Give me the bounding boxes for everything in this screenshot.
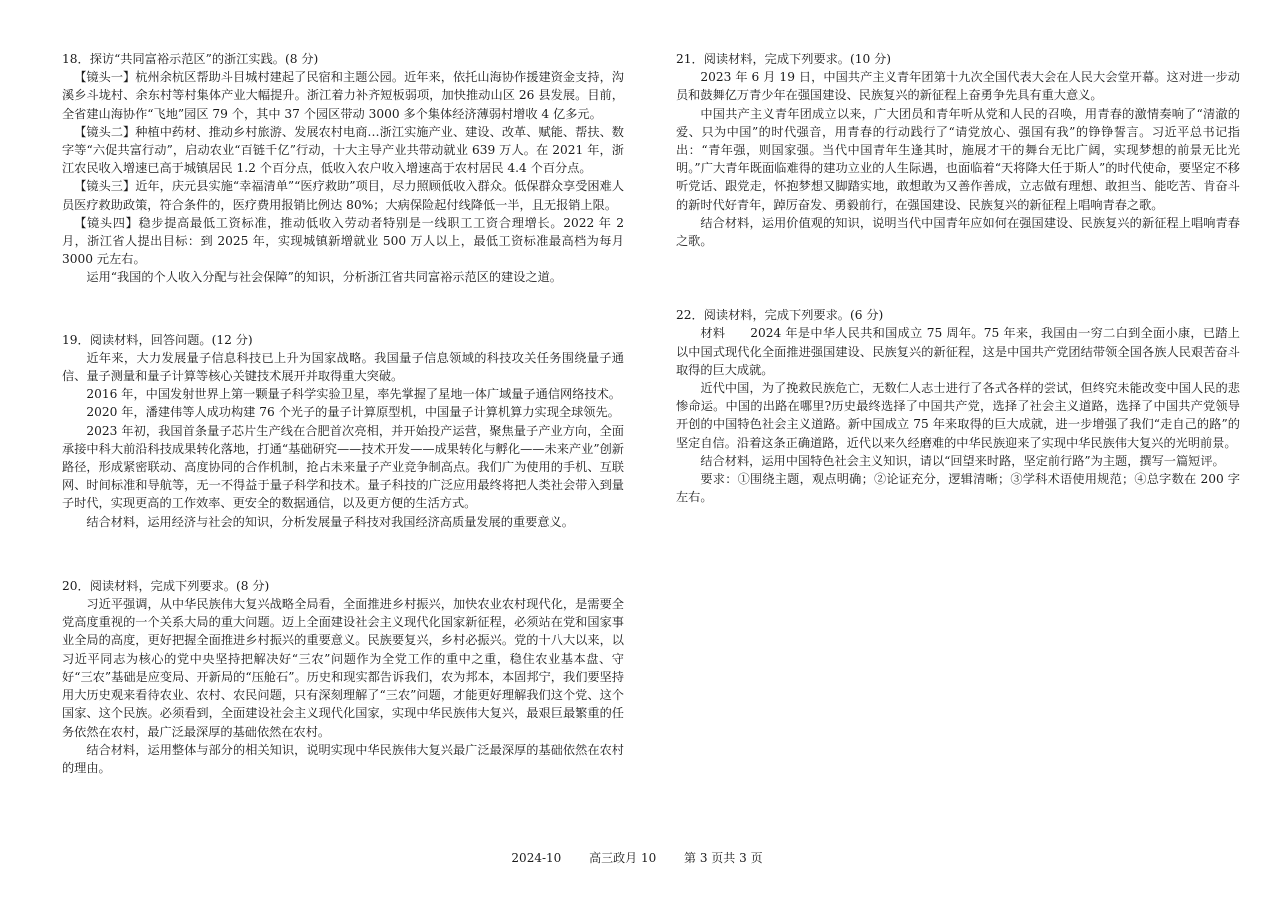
question-22-task: 结合材料，运用中国特色社会主义知识，请以“回望来时路，坚定前行路”为主题，撰写一篇短评。 [700, 453, 1225, 468]
question-19 [62, 331, 624, 531]
question-21-paragraph-1: 2023 年 6 月 19 日，中国共产主义青年团第十九次全国代表大会在人民大会堂开幕。这对进一步动员和鼓舞亿万青少年在强国建设、民族复兴的新征程上奋勇争先具有重大意义。 [676, 70, 1240, 103]
question-22-title: 22．阅读材料，完成下列要求。(6 分) [676, 308, 884, 323]
question-19-paragraph-4: 2023 年初，我国首条量子芯片生产线在合肥首次亮相，并开始投产运营，聚焦量子产业方向，全面承接中科大前沿科技成果转化落地，打通“基础研究——技术开发——成果转化与孵化——未来产业”创新路径，形成紧密联动、高度协同的合作机制，抢占未来量子产业竞争制高点。我们广为使用的手机、互联网、时间标准和导航等，无一不得益于量子科学和技术。量子科技的广泛应用最终将把人类社会带入到量子时代，实现更高的工作效率、更安全的数据通信，以及更方便的生活方式。 [62, 423, 624, 511]
question-18-shot-1: 【镜头一】杭州余杭区帮助斗目城村建起了民宿和主题公园。近年来，依托山海协作援建资金支持，沟溪乡斗垅村、余东村等村集体产业大幅提升。浙江着力补齐短板弱项，加快推动山区 26 县发展。目前，全省建山海协作“飞地”园区 79 个，其中 37 个园区带动 3000 多个集体经济薄弱村增收 4 亿多元。 [62, 70, 624, 121]
footer-page-number: 第 3 页共 3 页 [684, 851, 763, 865]
question-19-paragraph-1: 近年来，大力发展量子信息科技已上升为国家战略。我国量子信息领域的科技攻关任务围绕量子通信、量子测量和量子计算等核心关键技术展开并取得重大突破。 [62, 350, 624, 384]
footer-date: 2024-10 [511, 851, 562, 865]
question-18-shot-4: 【镜头四】稳步提高最低工资标准，推动低收入劳动者特别是一线职工工资合理增长。2022 年 2 月，浙江省人提出目标：到 2025 年，实现城镇新增就业 500 万人以上，最低工资标准最高档为每月 3000 元左右。 [62, 215, 624, 267]
question-21-paragraph-2: 中国共产主义青年团成立以来，广大团员和青年听从党和人民的召唤，用青春的激情奏响了“清澈的爱、只为中国”的时代强音，用青春的行动践行了“请党放心、强国有我”的铮铮誓言。习近平总书记指出：“青年强，则国家强。当代中国青年生逢其时，施展才干的舞台无比广阔，实现梦想的前景无比光明。”广大青年既面临难得的建功立业的人生际遇，也面临着“天将降大任于斯人”的时代使命，要坚定不移听党话、跟党走，怀抱梦想又脚踏实地，敢想敢为又善作善成，立志做有理想、敢担当、能吃苦、肯奋斗的新时代好青年，踔厉奋发、勇毅前行，在强国建设、民族复兴的新征程上唱响青春之歌。 [676, 106, 1240, 212]
question-19-paragraph-3: 2020 年，潘建伟等人成功构建 76 个光子的量子计算原型机，中国量子计算机算力实现全球领先。 [86, 405, 620, 420]
left-column [62, 50, 624, 777]
question-21 [676, 50, 1240, 250]
question-18-task: 运用“我国的个人收入分配与社会保障”的知识，分析浙江省共同富裕示范区的建设之道。 [86, 270, 562, 285]
question-22 [676, 306, 1240, 506]
page-footer [0, 850, 1274, 866]
footer-exam-name: 高三政月 10 [589, 851, 657, 865]
question-18-title: 18．探访“共同富裕示范区”的浙江实践。(8 分) [62, 52, 319, 66]
right-column [676, 50, 1240, 506]
question-21-title: 21．阅读材料，完成下列要求。(10 分) [676, 52, 892, 66]
question-18 [62, 50, 624, 287]
question-20-task: 结合材料，运用整体与部分的相关知识，说明实现中华民族伟大复兴最广泛最深厚的基础依然在农村的理由。 [62, 742, 624, 775]
question-22-material: 材料 2024 年是中华人民共和国成立 75 周年。75 年来，我国由一穷二白到全面小康，已踏上以中国式现代化全面推进强国建设、民族复兴的新征程，这是中国共产党团结带领全国各族人民艰苦奋斗取得的巨大成就。 [676, 326, 1240, 377]
question-20-title: 20．阅读材料，完成下列要求。(8 分) [62, 578, 270, 593]
question-21-task: 结合材料，运用价值观的知识，说明当代中国青年应如何在强国建设、民族复兴的新征程上唱响青春之歌。 [676, 215, 1240, 249]
question-22-requirements: 要求：①围绕主题，观点明确；②论证充分，逻辑清晰；③学科术语使用规范；④总字数在 200 字左右。 [676, 472, 1240, 505]
question-18-shot-3: 【镜头三】近年，庆元县实施“幸福清单”“医疗救助”项目，尽力照顾低收入群众。低保群众享受困难人员医疗救助政策，符合条件的，医疗费用报销比例达 80%；大病保险起付线降低一半，且无报销上限。 [62, 179, 624, 212]
question-19-task: 结合材料，运用经济与社会的知识，分析发展量子科技对我国经济高质量发展的重要意义。 [86, 514, 574, 529]
question-20-paragraph-1: 习近平强调，从中华民族伟大复兴战略全局看，全面推进乡村振兴，加快农业农村现代化，是需要全党高度重视的一个关系大局的重大问题。迈上全面建设社会主义现代化国家新征程，必须站在党和国家事业全局的高度，更好把握全面推进乡村振兴的重要意义。民族要复兴，乡村必振兴。党的十八大以来，以习近平同志为核心的党中央坚持把解决好“三农”问题作为全党工作的重中之重，稳住农业基本盘、守好“三农”基础是应变局、开新局的“压舱石”。历史和现实都告诉我们，农为邦本，本固邦宁，我们要坚持用大历史观来看待农业、农村、农民问题，只有深刻理解了“三农”问题，才能更好理解我们这个党、这个国家、这个民族。必须看到，全面建设社会主义现代化国家，实现中华民族伟大复兴，最艰巨最繁重的任务依然在农村，最广泛最深厚的基础依然在农村。 [62, 597, 624, 739]
question-20 [62, 577, 624, 777]
question-18-shot-2: 【镜头二】种植中药材、推动乡村旅游、发展农村电商…浙江实施产业、建设、改革、赋能、帮扶、数字等“六促共富行动”，启动农业“百链千亿”行动，十大主导产业共带动就业 639 万人。在 2021 年，浙江农民收入增速已高于城镇居民 1.2 个百分点，低收入农户收入增速高于农村居民 4.4 个百分点。 [62, 124, 624, 176]
question-19-title: 19．阅读材料，回答问题。(12 分) [62, 332, 253, 347]
question-19-paragraph-2: 2016 年，中国发射世界上第一颗量子科学实验卫星，率先掌握了星地一体广域量子通信网络技术。 [86, 387, 621, 402]
question-22-paragraph-2: 近代中国，为了挽救民族危亡，无数仁人志士进行了各式各样的尝试，但终究未能改变中国人民的悲惨命运。中国的出路在哪里?历史最终选择了中国共产党，选择了社会主义道路，选择了中国共产党领导开创的中国特色社会主义道路。新中国成立 75 年来取得的巨大成就，进一步增强了我们“走自己的路”的坚定自信。沿着这条正确道路，近代以来久经磨难的中华民族迎来了实现中华民族伟大复兴的光明前景。 [676, 381, 1240, 450]
